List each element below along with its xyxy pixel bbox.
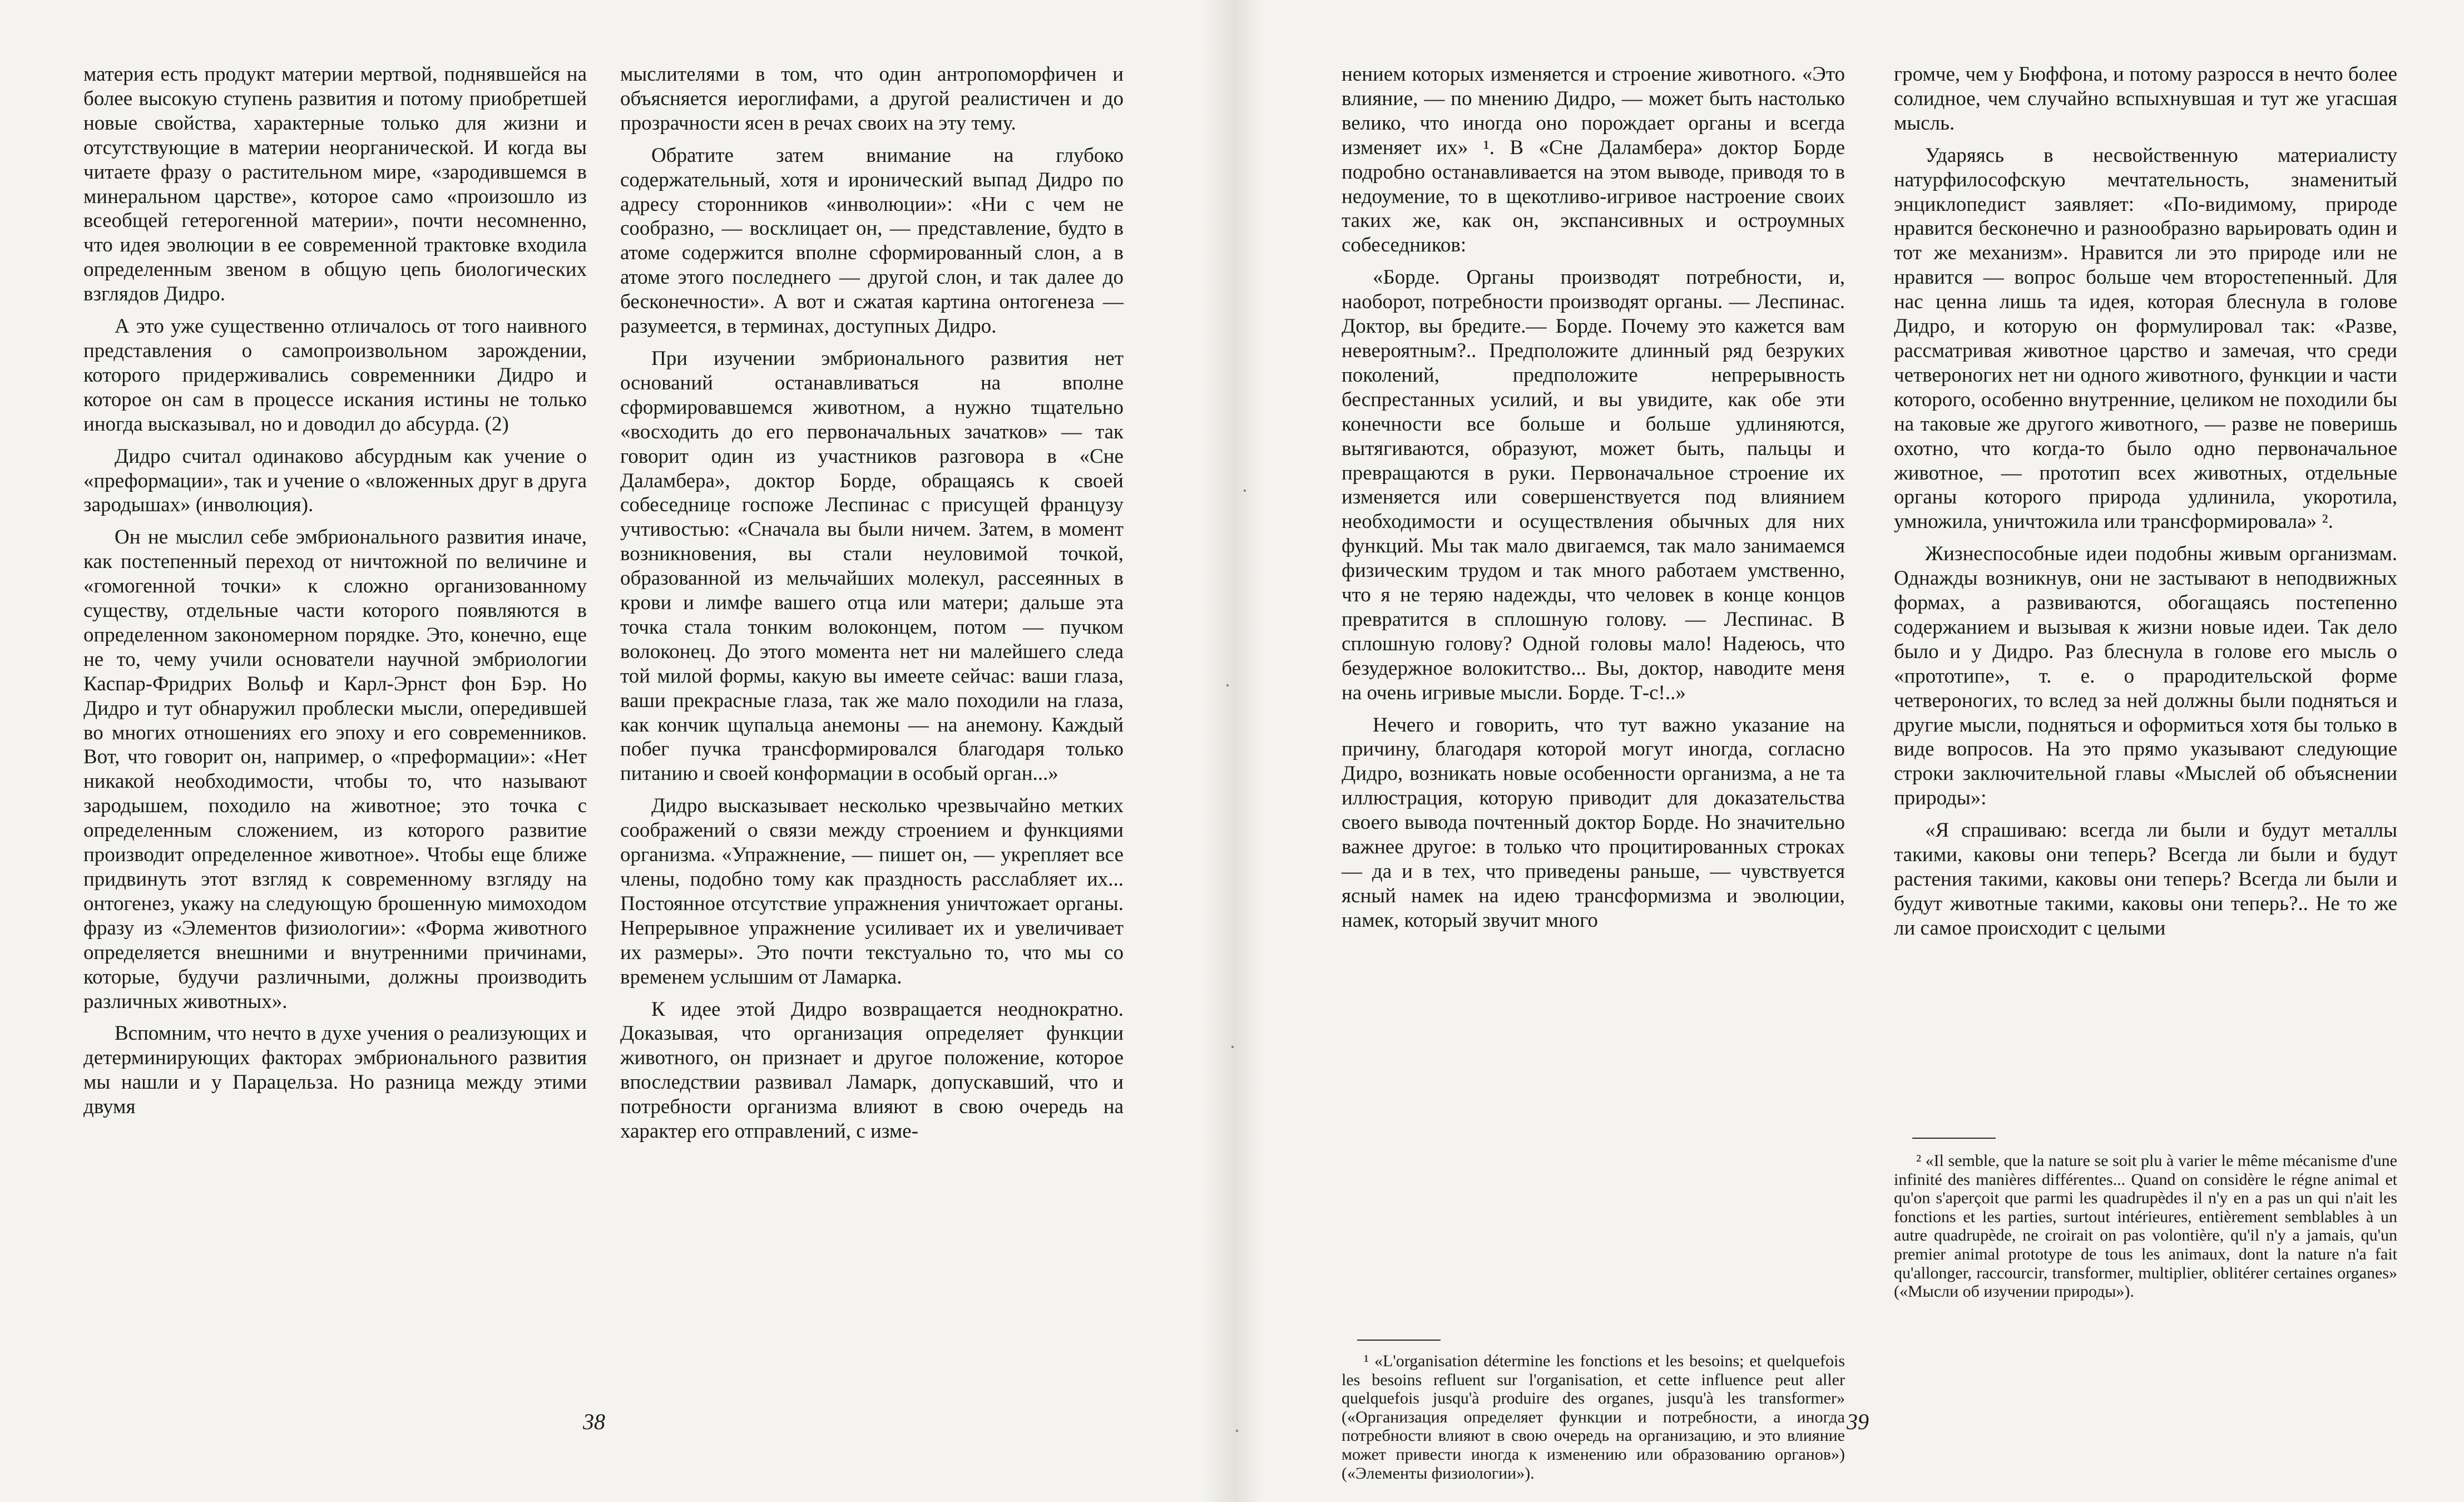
paragraph: При изучении эмбрионального развития нет оснований останавливаться на вполне сформировавшемся животном, а нужно тщательно «восходить до его первоначальных зачатков» — так говорит один из участников разговора в «Сне Даламбера», доктор Борде, обращаясь к своей собеседнице госпоже Леспинас с присущей французу учтивостью: «Сначала вы были ничем. Затем, в момент возникновения, вы стали неуловимой точкой, образованной из мельчайших молекул, рассеянных в крови и лимфе вашего отца или матери; дальше эта точка стала тонким волоконцем, потом — пучком волоконец. До этого момента нет ни малейшего следа той милой формы, какую вы имеете сейчас: ваши глаза, ваши прекрасные глаза, так же мало походили на глаза, как кончик щупальца анемоны — на анемону. Каждый побег пучка трансформировался благодаря только питанию и своей конформации в особый орган...» [620, 347, 1124, 785]
paragraph: «Я спрашиваю: всегда ли были и будут металлы такими, каковы они теперь? Всегда ли были и будут растения такими, каковы они теперь? Всегда ли были и будут животные такими, каковы они теперь?.. Не то же ли самое происходит с целыми [1894, 819, 2397, 940]
paragraph: Вспомним, что нечто в духе учения о реализующих и детерминирующих факторах эмбрионального развития мы нашли и у Парацельза. Но разница между этими двумя [83, 1022, 587, 1119]
scan-speck [1231, 1046, 1234, 1048]
paragraph: Нечего и говорить, что тут важно указание на причину, благодаря которой могут иногда, согласно Дидро, возникать новые особенности организма, а не та иллюстрация, которую приводит для доказательства своего вывода почтенный доктор Борде. Но значительно важнее другое: в только что процитированных строках — да и в тех, что приведены раньше, — чувствуется ясный намек на идею трансформизма и эволюции, намек, который звучит много [1342, 713, 1845, 932]
paragraph: материя есть продукт материи мертвой, поднявшейся на более высокую ступень развития и потому приобретшей новые свойства, характерные только для жизни и отсутствующие в материи неорганической. И когда вы читаете фразу о растительном мире, «зародившемся в минеральном царстве», которое само «произошло из всеобщей гетерогенной материи», почти несомненно, что идея эволюции в ее современной трактовке входила определенным звеном в общую цепь биологических взглядов Дидро. [83, 63, 587, 306]
left-page-column-2 [620, 62, 1124, 1144]
scan-speck [1244, 490, 1246, 492]
left-page-column-1 [83, 62, 587, 1119]
footnote-rule [1912, 1138, 1996, 1139]
page-number-right: 39 [1847, 1409, 1869, 1434]
footnote-text: ² «Il semble, que la nature se soit plu à varier le même mécanisme d'une infinité des manières différentes... Quand on considère le régne animal et qu'on s'aperçoit que parmi les quadrupèdes il n'y en a pas un qui n'ait les fonctions et les parties, surtout intérieures, entièrement semblables à un autre quadrupède, ne croirait on pas volontière, qu'il n'y a jamais, qu'un premier animal prototype de tous les animaux, dont la nature n'a fait qu'allonger, raccourcir, transformer, multiplier, oblitérer certaines organes» («Мысли об изучении природы»). [1894, 1152, 2397, 1301]
right-page-column-2 [1894, 62, 2397, 941]
paragraph: Обратите затем внимание на глубоко содержательный, хотя и иронический выпад Дидро по адресу сторонников «инволюции»: «Ни с чем не сообразно, — восклицает он, — представление, будто в атоме содержится вполне сформированный слон, а в атоме этого последнего — другой слон, и так далее до бесконечности». А вот и сжатая картина онтогенеза — разумеется, в терминах, доступных Дидро. [620, 144, 1124, 338]
footnote-2 [1894, 1152, 2397, 1301]
paragraph: Жизнеспособные идеи подобны живым организмам. Однажды возникнув, они не застывают в неподвижных формах, а развиваются, обогащаясь постепенно содержанием и вызывая к жизни новые идеи. Так дело было и у Дидро. Раз блеснула в голове его мысль о «прототипе», т. е. о прародительской форме четвероногих, то вслед за ней должны были подняться и другие мысли, подняться и оформиться хотя бы только в виде вопросов. На это прямо указывают следующие строки заключительной главы «Мыслей об объяснении природы»: [1894, 542, 2397, 810]
paragraph: К идее этой Дидро возвращается неоднократно. Доказывая, что организация определяет функции животного, он признает и другое положение, которое впоследствии развивал Ламарк, допускавший, что и потребности организма влияют в свою очередь на характер его отправлений, с изме- [620, 997, 1124, 1143]
right-page-column-1 [1342, 62, 1845, 933]
footnote-1 [1342, 1352, 1845, 1483]
footnote-rule [1357, 1340, 1441, 1341]
page-number-left: 38 [583, 1409, 605, 1434]
paragraph: Дидро высказывает несколько чрезвычайно метких соображений о связи между строением и функциями организма. «Упражнение, — пишет он, — укрепляет все члены, подобно тому как праздность расслабляет их... Постоянное отсутствие упражнения уничтожает органы. Непрерывное упражнение усиливает их и увеличивает их размеры». Это почти текстуально то, что мы со временем услышим от Ламарка. [620, 794, 1124, 989]
paragraph: Он не мыслил себе эмбрионального развития иначе, как постепенный переход от ничтожной по величине и «гомогенной точки» к сложно организованному существу, отдельные части которого появляются в определенном закономерном порядке. Это, конечно, еще не то, чему учили основатели научной эмбриологии Каспар-Фридрих Вольф и Карл-Эрнст фон Бэр. Но Дидро и тут обнаружил проблески мысли, опередившей во многих отношениях его эпоху и его современников. Вот, что говорит он, например, о «преформации»: «Нет никакой необходимости, чтобы то, что называют зародышем, походило на животное; это точка с определенным сложением, из которого развитие производит определенное животное». Чтобы еще ближе придвинуть этот взгляд к современному взгляду на онтогенез, укажу на следующую брошенную мимоходом фразу из «Элементов физиологии»: «Форма животного определяется внешними и внутренними причинами, которые, будучи различными, должны производить различных животных». [83, 526, 587, 1013]
paragraph: мыслителями в том, что один антропоморфичен и объясняется иероглифами, а другой реалистичен и до прозрачности ясен в речах своих на эту тему. [620, 63, 1124, 135]
scan-speck [1226, 684, 1229, 686]
paragraph: «Борде. Органы производят потребности, и, наоборот, потребности производят органы. — Леспинас. Доктор, вы бредите.— Борде. Почему это кажется вам невероятным?.. Предположите длинный ряд безруких поколений, предположите непрерывность беспрестанных усилий, и вы увидите, как обе эти конечности все больше и больше удлиняются, вытягиваются, образуют, может быть, пальцы и превращаются в руки. Первоначальное строение их изменяется или совершенствуется под влиянием необходимости и осуществления обычных для них функций. Мы так мало двигаемся, так мало занимаемся физическим трудом и так много работаем умственно, что я не теряю надежды, что человек в конце концов превратится в сплошную голову. — Леспинас. В сплошную голову? Одной головы мало! Надеюсь, что безудержное волокитство... Вы, доктор, наводите меня на очень игривые мысли. Борде. Т-с!..» [1342, 266, 1845, 704]
footnote-text: ¹ «L'organisation détermine les fonctions et les besoins; et quelquefois les besoins refluent sur l'organisation, et cette influence peut aller quelquefois jusqu'à produire des organes, jusqu'à les transformer» («Организация определяет функции и потребности, а иногда потребности влияют в свою очередь на организацию, и это влияние может привести иногда к изменению или образованию органов») («Элементы физиологии»). [1342, 1352, 1845, 1483]
paragraph: нением которых изменяется и строение животного. «Это влияние, — по мнению Дидро, — может быть настолько велико, что иногда оно порождает органы и всегда изменяет их» ¹. В «Сне Даламбера» доктор Борде подробно останавливается на этом выводе, приводя то в недоумение, то в щекотливо-игривое настроение своих таких же, как он, экспансивных и остроумных собеседников: [1342, 63, 1845, 257]
paragraph: громче, чем у Бюффона, и потому разросся в нечто более солидное, чем случайно вспыхнувшая и тут же угасшая мысль. [1894, 63, 2397, 135]
book-gutter [1201, 0, 1263, 1502]
paragraph: Ударяясь в несвойственную материалисту натурфилософскую мечтательность, знаменитый энциклопедист заявляет: «По-видимому, природе нравится бесконечно и разнообразно варьировать один и тот же механизм». Нравится ли это природе или не нравится — вопрос больше чем второстепенный. Для нас ценна лишь та идея, которая блеснула в голове Дидро, и которую он формулировал так: «Разве, рассматривая животное царство и замечая, что среди четвероногих нет ни одного животного, функции и части которого, особенно внутренние, целиком не походили бы на таковые же другого животного, — разве не поверишь охотно, что когда-то было одно первоначальное животное, — прототип всех животных, отдельные органы которого природа удлинила, укоротила, умножила, уничтожила или трансформировала» ². [1894, 144, 2397, 533]
paragraph: Дидро считал одинаково абсурдным как учение о «преформации», так и учение о «вложенных друг в друга зародышах» (инволюция). [83, 444, 587, 517]
scan-speck [1236, 1430, 1238, 1432]
paragraph: А это уже существенно отличалось от того наивного представления о самопроизвольном зарождении, которого придерживались современники Дидро и которое он сам в процессе искания истины не только иногда высказывал, но и доводил до абсурда. (2) [83, 315, 587, 436]
